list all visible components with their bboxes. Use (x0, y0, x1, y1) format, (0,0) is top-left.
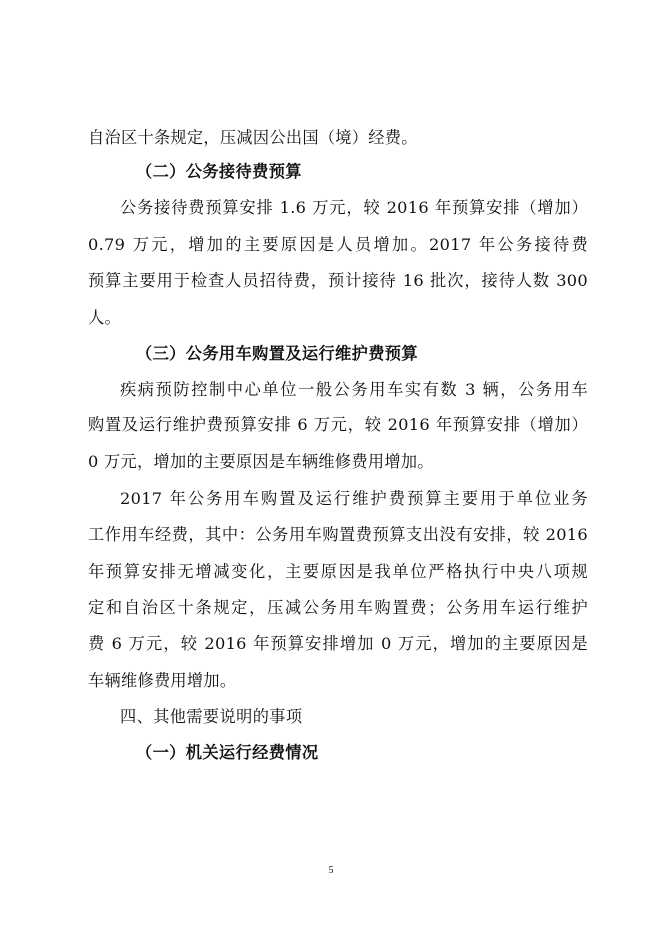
text-line: 0 万元，增加的主要原因是车辆维修费用增加。 (88, 452, 434, 471)
text-line: 2017 年公务用车购置及运行维护费预算主要用于单位业务 (120, 489, 588, 508)
section-heading-reception: （二）公务接待费预算 (136, 162, 302, 181)
text-line: 疾病预防控制中心单位一般公务用车实有数 3 辆，公务用车 (120, 380, 588, 399)
text-line: 工作用车经费，其中：公务用车购置费预算支出没有安排，较 2016 (88, 525, 588, 544)
section-heading-vehicle: （三）公务用车购置及运行维护费预算 (136, 344, 418, 363)
section-heading-operating-funds: （一）机关运行经费情况 (136, 743, 319, 762)
page-number: 5 (328, 865, 334, 876)
text-line: 0.79 万元，增加的主要原因是人员增加。2017 年公务接待费 (88, 235, 588, 254)
text-line: 购置及运行维护费预算安排 6 万元，较 2016 年预算安排（增加） (88, 415, 588, 434)
text-line: 定和自治区十条规定，压减公务用车购置费；公务用车运行维护 (88, 598, 588, 617)
text-line: 公务接待费预算安排 1.6 万元，较 2016 年预算安排（增加） (120, 198, 588, 217)
section-heading-other-matters: 四、其他需要说明的事项 (120, 707, 303, 726)
text-line: 车辆维修费用增加。 (88, 671, 237, 690)
text-line: 人。 (88, 308, 121, 327)
text-line: 费 6 万元，较 2016 年预算安排增加 0 万元，增加的主要原因是 (88, 634, 588, 653)
text-line: 年预算安排无增减变化，主要原因是我单位严格执行中央八项规 (88, 562, 588, 581)
text-line: 自治区十条规定，压减因公出国（境）经费。 (88, 128, 418, 147)
text-line: 预算主要用于检查人员招待费，预计接待 16 批次，接待人数 300 (88, 271, 588, 290)
